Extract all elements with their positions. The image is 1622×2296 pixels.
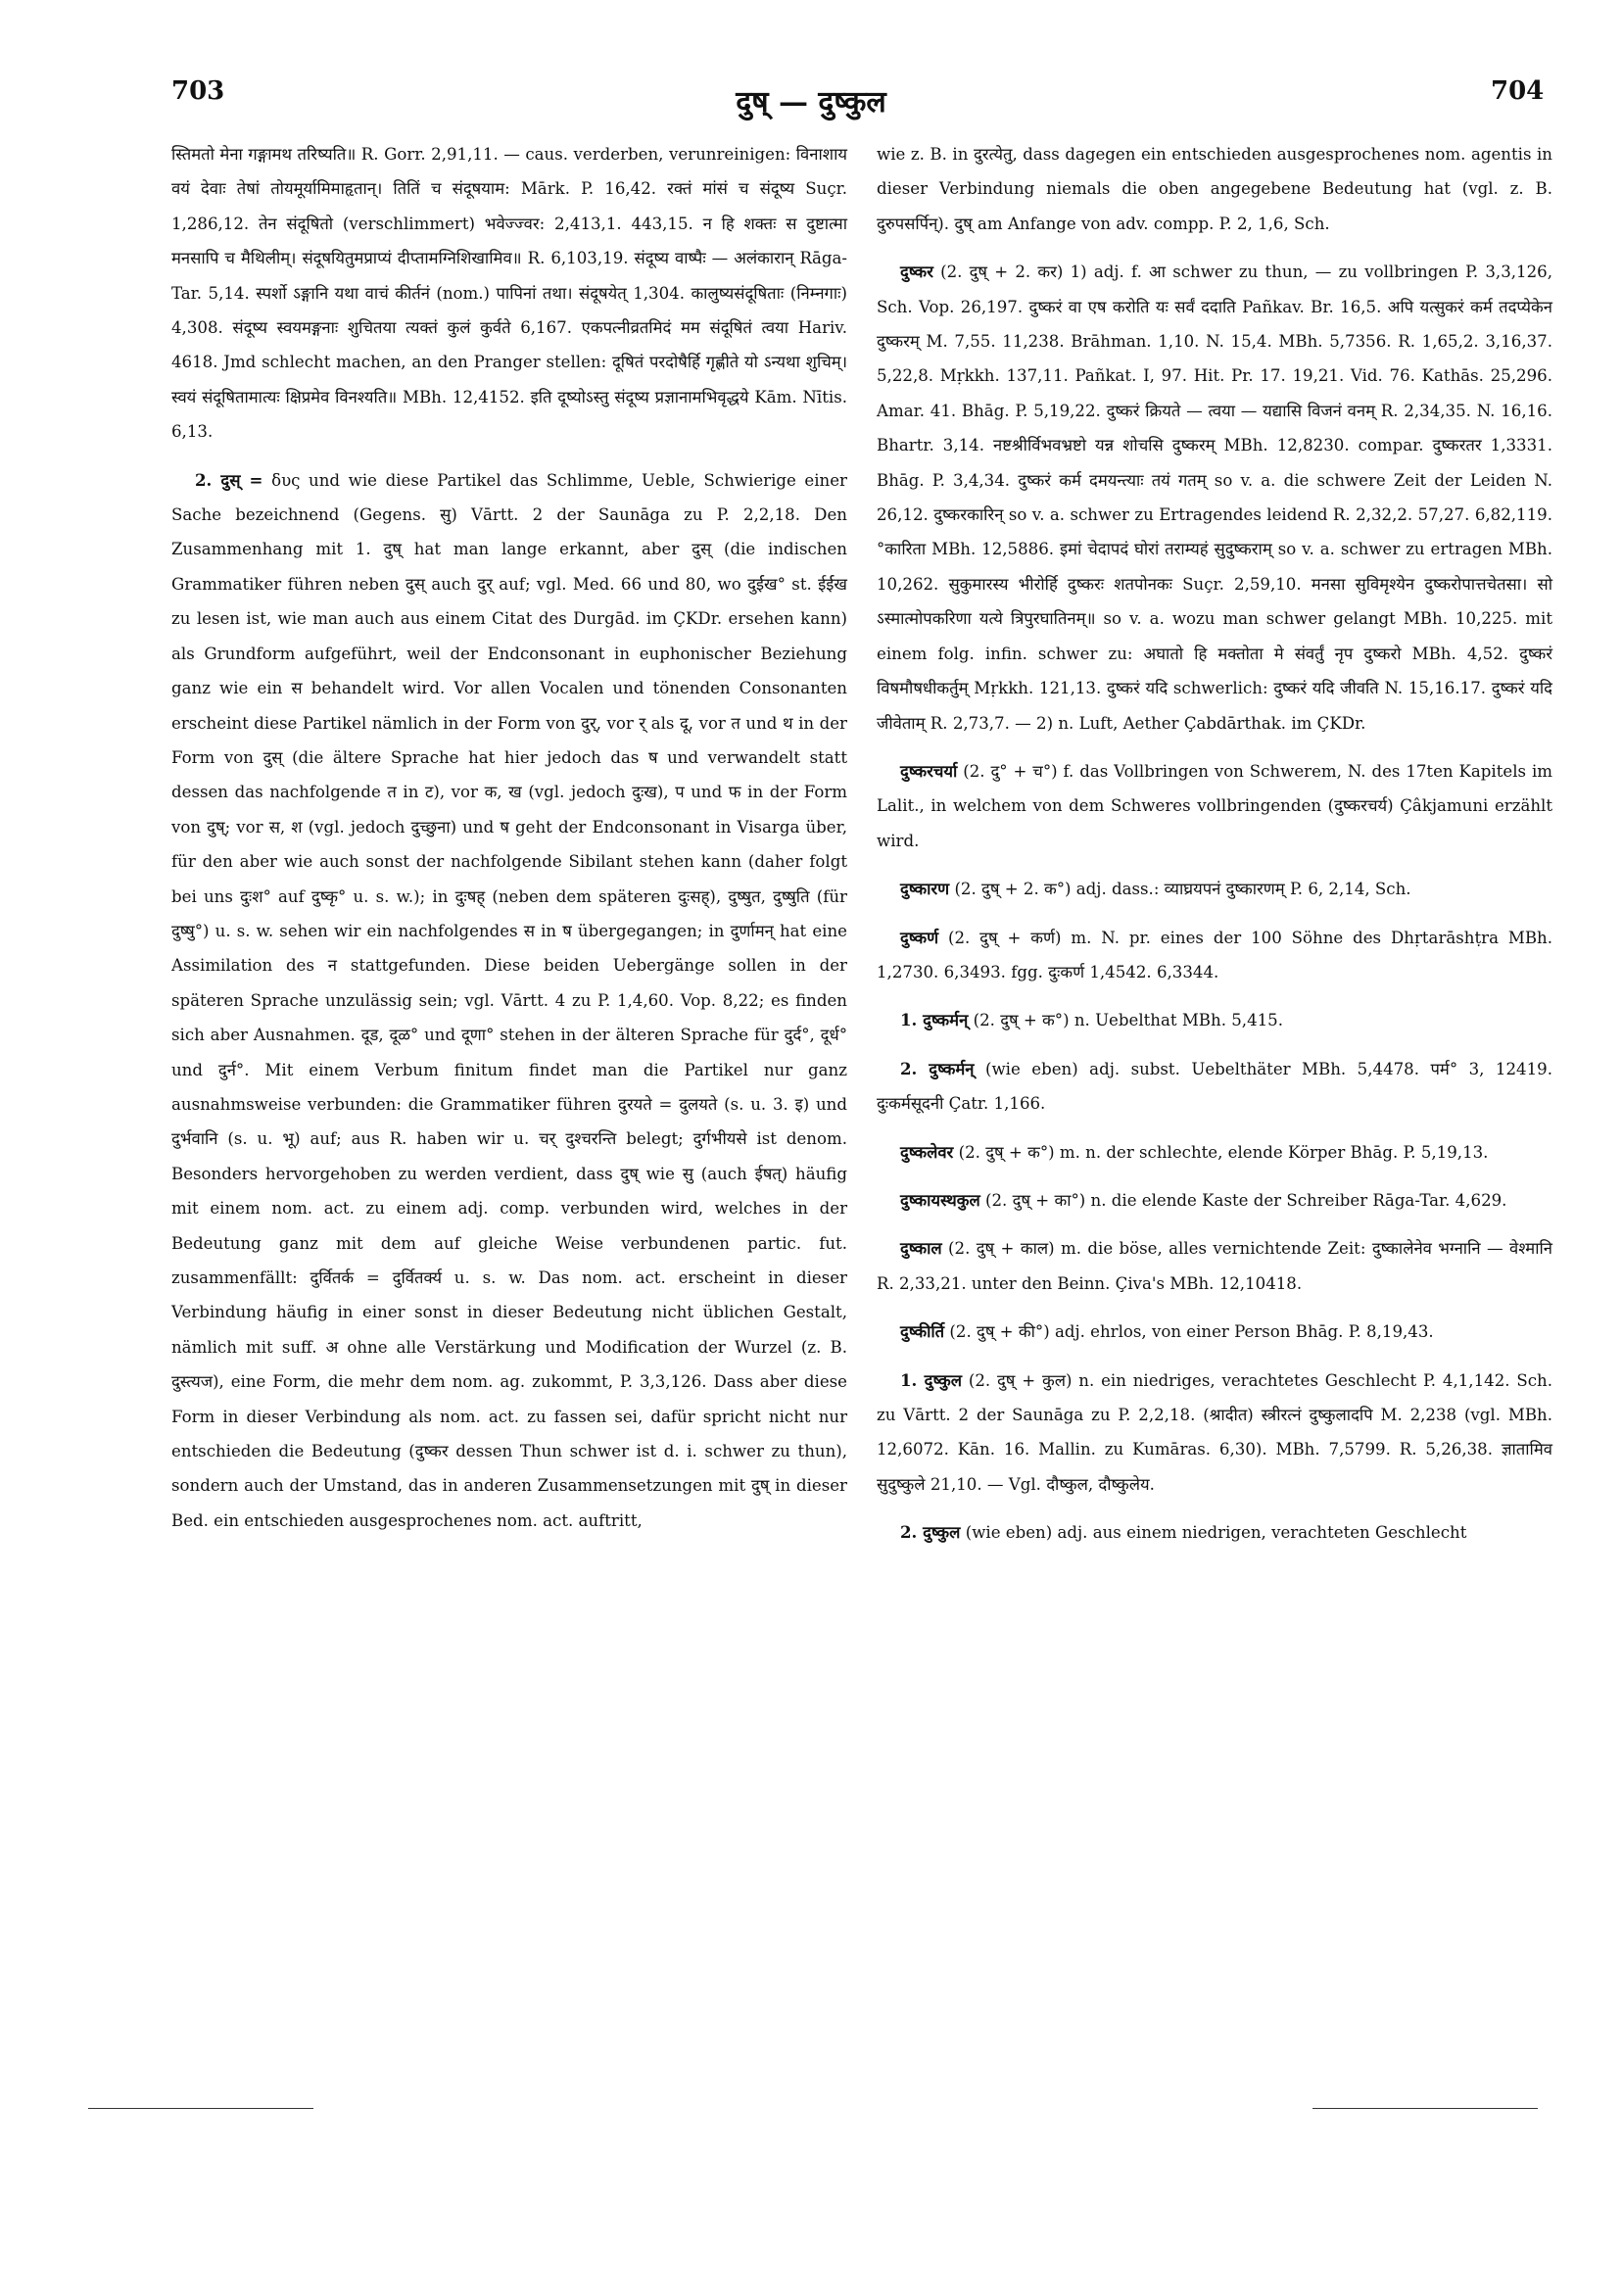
entry-headword: 2. दुष्कर्मन् xyxy=(900,1058,975,1078)
dictionary-entry xyxy=(877,872,1552,906)
dictionary-entry xyxy=(877,1135,1552,1170)
entry-text: (2. दुष् + 2. कर) 1) adj. f. आ schwer zu thun, — zu vollbringen P. 3,3,126, Sch. Vop. 26,197. दुष्करं वा एष करोति यः सर्वं ददाति Pañkav. Br. 16,5. अपि यत्सुकरं कर्म तदप्येकेन दुष्करम् M. 7,55. 11,238. Brāhman. 1,10. N. 15,4. MBh. 5,7356. R. 1,65,2. 3,16,37. 5,22,8. Mṛkkh. 137,11. Pañkat. I, 97. Hit. Pr. 17. 19,21. Vid. 76. Kathās. 25,296. Amar. 41. Bhāg. P. 5,19,22. दुष्करं क्रियते — त्वया — यद्यासि विजनं वनम् R. 2,34,35. N. 16,16. Bhartr. 3,14. नष्टश्रीर्विभवभ्रष्टो यन्न शोचसि दुष्करम् MBh. 12,8230. compar. दुष्करतर 1,3331. Bhāg. P. 3,4,34. दुष्करं कर्म दमयन्त्याः तयं गतम् so v. a. die schwere Zeit der Leiden N. 26,12. दुष्करकारिन् so v. a. schwer zu Ertragendes leidend R. 2,32,2. 57,27. 6,82,119. °कारिता MBh. 12,5886. इमां चेदापदं घोरां तराम्यहं सुदुष्कराम् so v. a. schwer zu ertragen MBh. 10,262. सुकुमारस्य भीरोर्हि दुष्करः शतपोनकः Suçr. 2,59,10. मनसा सुविमृश्येन दुष्करोपात्तचेतसा। सो ऽस्मात्मोपकरिणा यत्ये त्रिपुरघातिनम्॥ so v. a. wozu man schwer gelangt MBh. 10,225. mit einem folg. infin. schwer zu: अघातो हि मक्तोता मे संवर्तुं नृप दुष्करो MBh. 4,52. दुष्करं विषमौषधीकर्तुम् Mṛkkh. 121,13. दुष्करं यदि schwerlich: दुष्करं यदि जीवति N. 15,16.17. दुष्करं यदि जीवेताम् R. 2,73,7. — 2) n. Luft, Aether Çabdārthak. im ÇKDr. xyxy=(877,263,1552,733)
entry-text: (2. दुष् + की°) adj. ehrlos, von einer Person Bhāg. P. 8,19,43. xyxy=(949,1322,1434,1342)
entry-text: (2. दुष् + कर्ण) m. N. pr. eines der 100 Söhne des Dhṛtarāshṭra MBh. 1,2730. 6,3493. fgg. दुःकर्ण 1,4542. 6,3344. xyxy=(877,928,1552,981)
entry-text: (2. दुष् + क°) n. Uebelthat MBh. 5,415. xyxy=(973,1011,1284,1030)
dictionary-entry xyxy=(877,1363,1552,1503)
entry-headword: दुष्कीर्ति xyxy=(900,1321,945,1342)
entry-text: (2. दुष् + का°) n. die elende Kaste der Schreiber Rāga-Tar. 4,629. xyxy=(985,1190,1507,1210)
dictionary-entry xyxy=(877,1052,1552,1122)
entry-headword: दुष्कलेवर xyxy=(900,1141,954,1162)
entry-text: स्तिमतो मेना गङ्गामथ तरिष्यति॥ R. Gorr. 2,91,11. — caus. verderben, verunreinigen: विनाशाय वयं देवाः तेषां तोयमूर्यामिमाहृतान्। तितिं च संदूषयाम: Mārk. P. 16,42. रक्तं मांसं च संदूष्य Suçr. 1,286,12. तेन संदूषितो (verschlimmert) भवेज्ज्वर: 2,413,1. 443,15. न हि शक्तः स दुष्टात्मा मनसापि च मैथिलीम्। संदूषयितुमप्राप्यं दीप्तामग्निशिखामिव॥ R. 6,103,19. संदूष्य वाष्पैः — अलंकारान् Rāga-Tar. 5,14. स्पर्शो ऽङ्गानि यथा वाचं कीर्तनं (nom.) पापिनां तथा। संदूषयेत् 1,304. कालुष्यसंदूषिताः (निम्नगाः) 4,308. संदूष्य स्वयमङ्गनाः शुचितया त्यक्तं कुलं कुर्वते 6,167. एकपत्नीव्रतमिदं मम संदूषितं त्वया Hariv. 4618. Jmd schlecht machen, an den Pranger stellen: दूषितं परदोषैर्हि गृह्णीते यो ऽन्यथा शुचिम्। स्वयं संदूषितामात्यः क्षिप्रमेव विनश्यति॥ MBh. 12,4152. इति दूष्योऽस्तु संदूष्य प्रज्ञानामभिवृद्धये Kām. Nītis. 6,13. xyxy=(171,145,847,442)
dictionary-entry xyxy=(171,463,847,1539)
entry-headword: 2. दुष्कुल xyxy=(900,1522,961,1543)
footer-rule-left xyxy=(88,2108,313,2109)
entry-headword: दुष्काल xyxy=(900,1238,942,1259)
dictionary-entry xyxy=(171,137,847,450)
page-number-left: 703 xyxy=(171,76,225,106)
entry-headword: 2. दुस् = xyxy=(195,469,263,490)
running-head: दुष् — दुष्कुल xyxy=(736,85,886,120)
entry-headword: 1. दुष्कुल xyxy=(900,1369,962,1390)
dictionary-entry xyxy=(877,137,1552,241)
footer-rule-right xyxy=(1312,2108,1538,2109)
dictionary-entry xyxy=(877,1003,1552,1037)
entry-headword: दुष्कर xyxy=(900,262,933,282)
entry-text: (2. दुष् + क°) m. n. der schlechte, elende Körper Bhāg. P. 5,19,13. xyxy=(958,1142,1489,1162)
entry-text: (2. दु° + च°) f. das Vollbringen von Schwerem, N. des 17ten Kapitels im Lalit., in welchem von dem Schweres vollbringenden (दुष्करचर्य) Çâkjamuni erzählt wird. xyxy=(877,761,1552,850)
dictionary-entry xyxy=(877,1315,1552,1349)
entry-text: (wie eben) adj. aus einem niedrigen, verachteten Geschlecht xyxy=(965,1523,1467,1543)
entry-text: δυς und wie diese Partikel das Schlimme, Ueble, Schwierige einer Sache bezeichnend (Gegens. सु) Vārtt. 2 der Saunāga zu P. 2,2,18. Den Zusammenhang mit 1. दुष् hat man lange erkannt, aber दुस् (die indischen Grammatiker führen neben दुस् auch दुर् auf; vgl. Med. 66 und 80, wo दुर्ईख° st. ईर्ईख zu lesen ist, wie man auch aus einem Citat des Durgād. im ÇKDr. ersehen kann) als Grundform aufgeführt, weil der Endconsonant in euphonischer Beziehung ganz wie ein स behandelt wird. Vor allen Vocalen und tönenden Consonanten erscheint diese Partikel nämlich in der Form von दुर्, vor र् als दू, vor त und थ in der Form von दुस् (die ältere Sprache hat hier jedoch das ष und verwandelt statt dessen das nachfolgende त in ट), vor क, ख (vgl. jedoch दुःख), प und फ in der Form von दुष्; vor स, श (vgl. jedoch दुच्छुना) und ष geht der Endconsonant in Visarga über, für den aber wie auch sonst der nachfolgende Sibilant stehen kann (daher folgt bei uns दुःश° auf दुष्कृ° u. s. w.); in दुःषह् (neben dem späteren दुःसह्), दुष्षुत, दुष्षुति (für दुष्षु°) u. s. w. sehen wir ein nachfolgendes स in ष übergegangen; in दुर्णामन् hat eine Assimilation des न stattgefunden. Diese beiden Uebergänge sollen in der späteren Sprache unzulässig sein; vgl. Vārtt. 4 zu P. 1,4,60. Vop. 8,22; es finden sich aber Ausnahmen. दूड, दूळ° und दूणा° stehen in der älteren Sprache für दुर्द°, दूर्ध° und दुर्न°. Mit einem Verbum finitum findet man die Partikel nur ganz ausnahmsweise verbunden: die Grammatiker führen दुरयते = दुलयते (s. u. 3. इ) und दुर्भवानि (s. u. भू) auf; aus R. haben wir u. चर् दुश्चरन्ति belegt; दुर्गभीयसे ist denom. Besonders hervorgehoben zu werden verdient, dass दुष् wie सु (auch ईषत्) häufig mit einem nom. act. zu einem adj. comp. verbunden wird, welches in der Bedeutung ganz mit dem auf gleiche Weise verbundenen partic. fut. zusammenfällt: दुर्वितर्क = दुर्वितर्क्य u. s. w. Das nom. act. erscheint in dieser Verbindung häufig in einer sonst in dieser Bedeutung nicht üblichen Gestalt, nämlich mit suff. अ ohne alle Verstärkung und Modification der Wurzel (z. B. दुस्त्यज), eine Form, die mehr dem nom. ag. zukommt, P. 3,3,126. Dass aber diese Form in dieser Verbindung als nom. act. zu fassen sei, dafür spricht nicht nur entschieden die Bedeutung (दुष्कर dessen Thun schwer ist d. i. schwer zu thun), sondern auch der Umstand, das in anderen Zusammensetzungen mit दुष् in dieser Bed. ein entschieden ausgesprochenes nom. act. auftritt, xyxy=(171,470,847,1530)
entry-headword: दुष्कारण xyxy=(900,879,950,899)
dictionary-entry xyxy=(877,754,1552,858)
page-number-right: 704 xyxy=(1491,76,1545,106)
entry-headword: दुष्कर्ण xyxy=(900,927,939,947)
dictionary-entry xyxy=(877,1515,1552,1550)
entry-text: (2. दुष् + 2. क°) adj. dass.: व्याघ्रयपनं दुष्कारणम् P. 6, 2,14, Sch. xyxy=(954,880,1411,899)
entry-headword: दुष्कायस्थकुल xyxy=(900,1189,980,1210)
dictionary-entry xyxy=(877,1231,1552,1301)
left-column xyxy=(171,137,847,1552)
entry-headword: दुष्करचर्या xyxy=(900,760,958,781)
dictionary-entry xyxy=(877,1183,1552,1218)
right-column xyxy=(877,137,1552,1564)
entry-text: wie z. B. in दुरत्येतु, dass dagegen ein entschieden ausgesprochenes nom. agentis in dieser Verbindung niemals die oben angegebene Bedeutung hat (vgl. z. B. दुरुपसर्पिन्). दुष् am Anfange von adv. compp. P. 2, 1,6, Sch. xyxy=(877,145,1552,233)
entry-text: (wie eben) adj. subst. Uebelthäter MBh. 5,4478. पर्म° 3, 12419. दुःकर्मसूदनी Çatr. 1,166. xyxy=(877,1059,1552,1114)
dictionary-entry xyxy=(877,255,1552,741)
entry-text: (2. दुष् + कुल) n. ein niedriges, verachtetes Geschlecht P. 4,1,142. Sch. zu Vārtt. 2 der Saunāga zu P. 2,2,18. (श्रादीत) स्त्रीरत्नं दुष्कुलादपि M. 2,238 (vgl. MBh. 12,6072. Kān. 16. Mallin. zu Kumāras. 6,30). MBh. 7,5799. R. 5,26,38. ज्ञातामिव सुदुष्कुले 21,10. — Vgl. दौष्कुल, दौष्कुलेय. xyxy=(877,1370,1552,1494)
entry-text: (2. दुष् + काल) m. die böse, alles vernichtende Zeit: दुष्कालेनेव भग्नानि — वेश्मानि R. 2,33,21. unter den Beinn. Çiva's MBh. 12,10418. xyxy=(877,1239,1553,1293)
dictionary-entry xyxy=(877,921,1552,990)
entry-headword: 1. दुष्कर्मन् xyxy=(900,1010,969,1030)
